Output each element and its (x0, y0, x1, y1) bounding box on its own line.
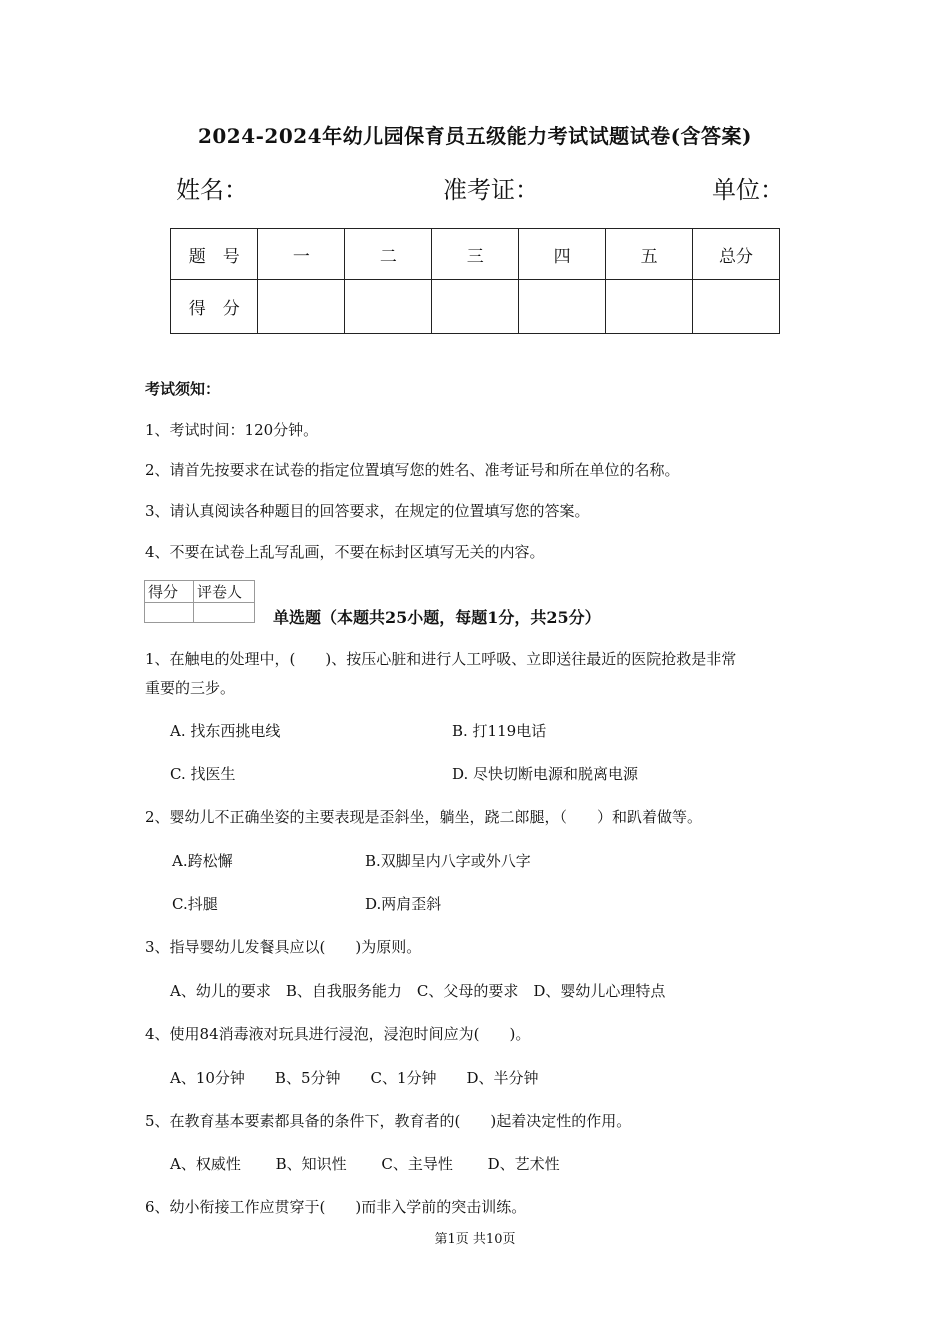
notice-item: 3、请认真阅读各种题目的回答要求，在规定的位置填写您的答案。 (145, 502, 590, 520)
score-input-cell[interactable] (519, 280, 606, 334)
score-input-cell[interactable] (432, 280, 519, 334)
score-table-cell: 得 分 (171, 280, 258, 334)
score-table-cell: 二 (345, 229, 432, 280)
score-table-cell: 三 (432, 229, 519, 280)
notice-heading: 考试须知： (145, 380, 221, 398)
page-title: 2024-2024年幼儿园保育员五级能力考试试题试卷(含答案) (197, 124, 753, 148)
option-d: D.两肩歪斜 (365, 895, 442, 913)
name-label: 姓名： (176, 176, 248, 204)
score-table-score-row (171, 280, 780, 334)
grader-reviewer-input[interactable] (194, 603, 255, 623)
grader-box (144, 580, 255, 623)
grader-reviewer-label: 评卷人 (194, 581, 255, 603)
page-footer: 第1页 共10页 (434, 1232, 516, 1247)
score-input-cell[interactable] (606, 280, 693, 334)
question-options: A、10分钟 B、5分钟 C、1分钟 D、半分钟 (170, 1069, 539, 1087)
question-stem: 5、在教育基本要素都具备的条件下，教育者的( )起着决定性的作用。 (145, 1112, 632, 1130)
score-table-cell: 题 号 (171, 229, 258, 280)
score-input-cell[interactable] (693, 280, 780, 334)
score-table-header-row (171, 229, 780, 280)
unit-label: 单位： (712, 176, 784, 204)
score-table (170, 228, 780, 334)
notice-item: 1、考试时间：120分钟。 (145, 421, 319, 439)
question-stem: 4、使用84消毒液对玩具进行浸泡，浸泡时间应为( )。 (145, 1025, 531, 1043)
grader-score-input[interactable] (145, 603, 194, 623)
option-b: B. 打119电话 (452, 722, 547, 740)
notice-item: 2、请首先按要求在试卷的指定位置填写您的姓名、准考证号和所在单位的名称。 (145, 461, 680, 479)
grader-score-label: 得分 (145, 581, 194, 603)
option-a: A. 找东西挑电线 (170, 722, 281, 740)
option-d: D. 尽快切断电源和脱离电源 (452, 765, 639, 783)
question-stem-cont: 重要的三步。 (145, 679, 236, 697)
score-table-cell: 五 (606, 229, 693, 280)
notice-item: 4、不要在试卷上乱写乱画，不要在标封区填写无关的内容。 (145, 543, 545, 561)
section-title: 单选题（本题共25小题，每题1分，共25分） (273, 608, 601, 627)
question-options: A、权威性 B、知识性 C、主导性 D、艺术性 (170, 1155, 560, 1173)
score-table-cell: 一 (258, 229, 345, 280)
question-stem: 1、在触电的处理中，( )、按压心脏和进行人工呼吸、立即送往最近的医院抢救是非常 (145, 650, 737, 668)
option-c: C.抖腿 (172, 895, 218, 913)
score-input-cell[interactable] (258, 280, 345, 334)
option-a: A.跨松懈 (172, 852, 233, 870)
question-stem: 6、幼小衔接工作应贯穿于( )而非入学前的突击训练。 (145, 1198, 527, 1216)
question-stem: 2、婴幼儿不正确坐姿的主要表现是歪斜坐，躺坐，跷二郎腿，（ ）和趴着做等。 (145, 808, 703, 826)
score-input-cell[interactable] (345, 280, 432, 334)
score-table-cell: 四 (519, 229, 606, 280)
question-options: A、幼儿的要求 B、自我服务能力 C、父母的要求 D、婴幼儿心理特点 (170, 982, 666, 1000)
option-c: C. 找医生 (170, 765, 236, 783)
exam-no-label: 准考证： (443, 176, 539, 204)
score-table-cell: 总分 (693, 229, 780, 280)
question-stem: 3、指导婴幼儿发餐具应以( )为原则。 (145, 938, 422, 956)
option-b: B.双脚呈内八字或外八字 (365, 852, 531, 870)
